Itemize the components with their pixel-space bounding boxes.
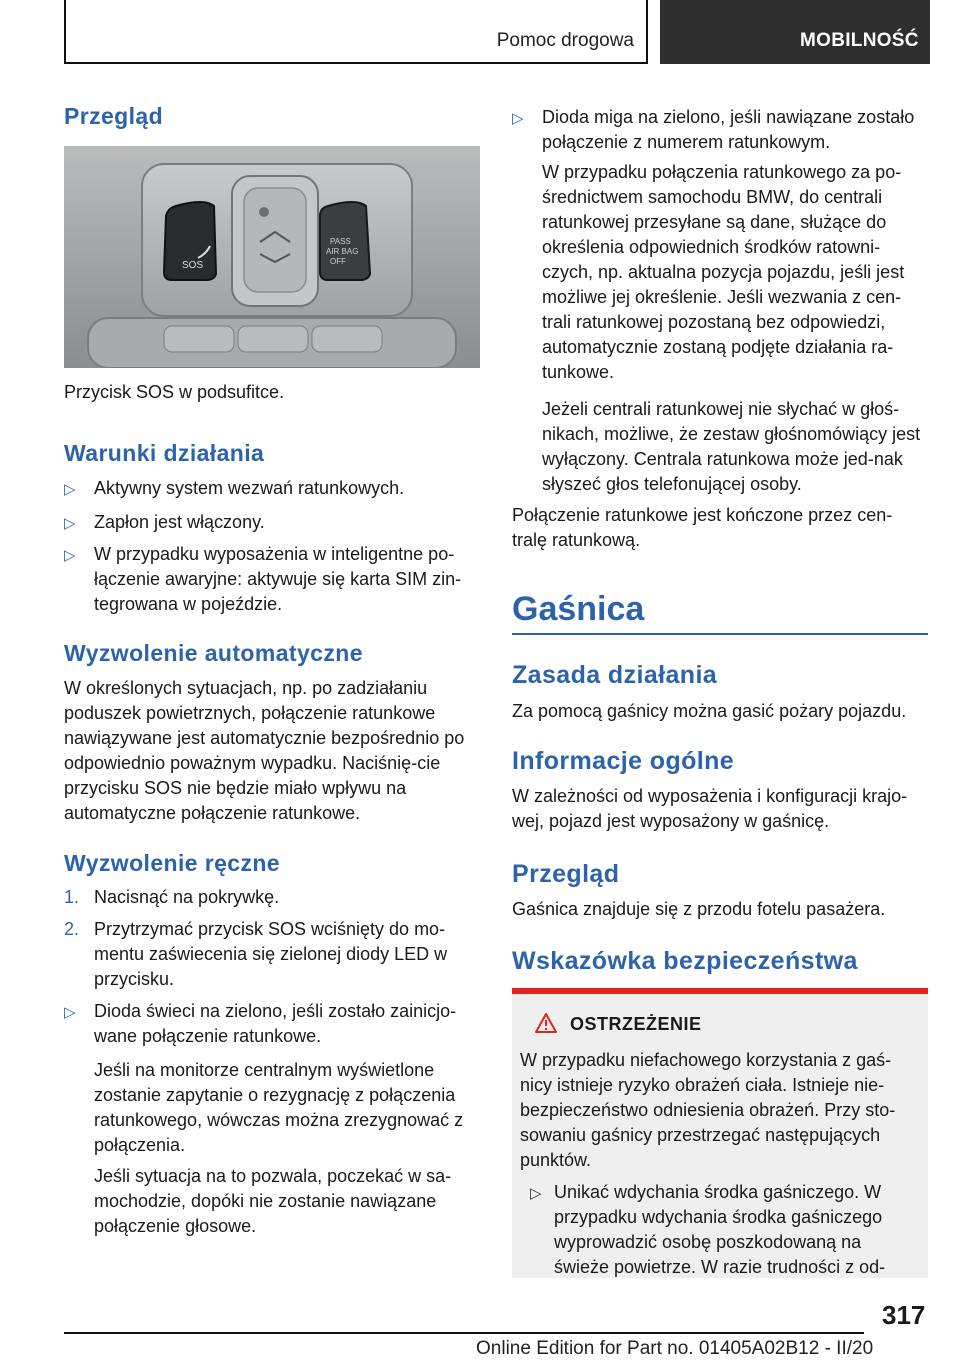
- heading-wyzwolenie-automatyczne: Wyzwolenie automatyczne: [64, 640, 363, 666]
- paragraph: Jeśli na monitorze centralnym wyświetlone zostanie zapytanie o rezygnację z połączenia ratunkowego, wówczas można zrezygnować z połączenia.: [94, 1060, 464, 1155]
- paragraph: Za pomocą gaśnicy można gasić pożary pojazdu.: [512, 701, 907, 721]
- page-number: 317: [882, 1300, 926, 1330]
- heading-warunki: Warunki działania: [64, 440, 265, 466]
- heading-przeglad-gasnica: Przegląd: [512, 860, 620, 888]
- warning-title: OSTRZEŻENIE: [570, 1014, 702, 1034]
- paragraph: W przypadku połączenia ratunkowego za po-średnictwem samochodu BMW, do centrali ratunkowej przesyłane są dane, służące do określenia odpowiednich środków ratowni-czych, np. aktualna pozycja pojazdu, jeśli jest możliwe jej określenie. Jeśli wezwania z cen-trali ratunkowej pozostaną bez odpowiedzi, automatycznie zostaną podjęte działania ra-tunkowe.: [542, 162, 905, 382]
- triangle-bullet-icon: ▷: [64, 547, 76, 564]
- section-rule: [512, 633, 928, 635]
- list-item: ▷ Aktywny system wezwań ratunkowych.: [64, 476, 480, 501]
- airbag-label: AIR BAG: [326, 247, 359, 256]
- auto-paragraph: W określonych sytuacjach, np. po zadziałaniu poduszek powietrznych, połączenie ratunkowe nawiązywane jest automatycznie bezpośrednio po odpowiednio poważnym wypadku. Naciśnię-cie przycisku SOS nie będzie miało wpływu na automatyczne połączenie ratunkowe.: [64, 678, 465, 823]
- pass-label: PASS: [330, 237, 351, 246]
- warning-bar: [512, 988, 928, 994]
- photo-caption: Przycisk SOS w podsufitce.: [64, 382, 285, 402]
- sos-button-photo: [64, 146, 480, 368]
- list-item: ▷ Zapłon jest włączony.: [64, 510, 480, 535]
- triangle-bullet-icon: ▷: [64, 515, 76, 532]
- footer-edition: Online Edition for Part no. 01405A02B12 - II/20: [476, 1338, 874, 1359]
- heading-wskazowka: Wskazówka bezpieczeństwa: [512, 947, 858, 975]
- header-frame: [64, 0, 648, 64]
- heading-zasada: Zasada działania: [512, 661, 718, 689]
- heading-informacje: Informacje ogólne: [512, 747, 735, 775]
- warning-title-row: [534, 1014, 702, 1035]
- warning-box: [512, 988, 928, 1278]
- triangle-bullet-icon: ▷: [530, 1185, 542, 1202]
- header-chapter-tab[interactable]: MOBILNOŚĆ: [660, 0, 930, 64]
- warning-text: W przypadku niefachowego korzystania z gaś-nicy istnieje ryzyko obrażeń ciała. Istnieje nie-bezpieczeństwo odniesienia obrażeń. Przy sto-sowaniu gaśnicy przestrzegać następujących punktów.: [520, 1050, 896, 1170]
- list-item: ▷ W przypadku wyposażenia w inteligentne po-łączenie awaryjne: aktywuje się karta SIM zin-tegrowana w pojeździe.: [64, 544, 462, 614]
- paragraph: W zależności od wyposażenia i konfiguracji krajo-wej, pojazd jest wyposażony w gaśnicę.: [512, 786, 908, 831]
- warning-list-item: ▷ Unikać wdychania środka gaśniczego. W przypadku wdychania środka gaśniczego wyprowadzić osobę poszkodowaną na świeże powietrze. W razie trudności z od-: [530, 1182, 886, 1277]
- triangle-bullet-icon: ▷: [512, 110, 524, 127]
- footer-rule: [64, 1332, 864, 1334]
- list-item: ▷ Dioda miga na zielono, jeśli nawiązane zostało połączenie z numerem ratunkowym.: [512, 107, 915, 152]
- off-label: OFF: [330, 257, 346, 266]
- heading-wyzwolenie-reczne: Wyzwolenie ręczne: [64, 850, 281, 876]
- heading-przeglad: Przegląd: [64, 103, 164, 129]
- triangle-bullet-icon: ▷: [64, 1004, 76, 1021]
- header-section-title: Pomoc drogowa: [496, 30, 634, 51]
- paragraph: Jeżeli centrali ratunkowej nie słychać w głoś-nikach, możliwe, że zestaw głośnomówiący jest wyłączony. Centrala ratunkowa może jed-nak słyszeć głos telefonującej osoby.: [542, 399, 921, 494]
- sos-panel-illustration: [64, 146, 480, 368]
- list-item: ▷ Dioda świeci na zielono, jeśli zostało zainicjo-wane połączenie ratunkowe.: [64, 1001, 457, 1046]
- paragraph: Jeśli sytuacja na to pozwala, poczekać w sa-mochodzie, dopóki nie zostanie nawiązane połączenie głosowe.: [94, 1166, 452, 1236]
- step-item: 1. Nacisnąć na pokrywkę.: [64, 887, 280, 907]
- paragraph: Gaśnica znajduje się z przodu fotelu pasażera.: [512, 899, 886, 919]
- triangle-bullet-icon: ▷: [64, 481, 76, 498]
- step-item: 2. Przytrzymać przycisk SOS wciśnięty do mo-mentu zaświecenia się zielonej diody LED w przycisku.: [64, 919, 448, 989]
- paragraph: Połączenie ratunkowe jest kończone przez cen-tralę ratunkową.: [512, 505, 893, 550]
- warning-triangle-icon: [534, 1012, 558, 1034]
- sos-label: SOS: [182, 260, 204, 271]
- heading-gasnica: Gaśnica: [512, 590, 645, 628]
